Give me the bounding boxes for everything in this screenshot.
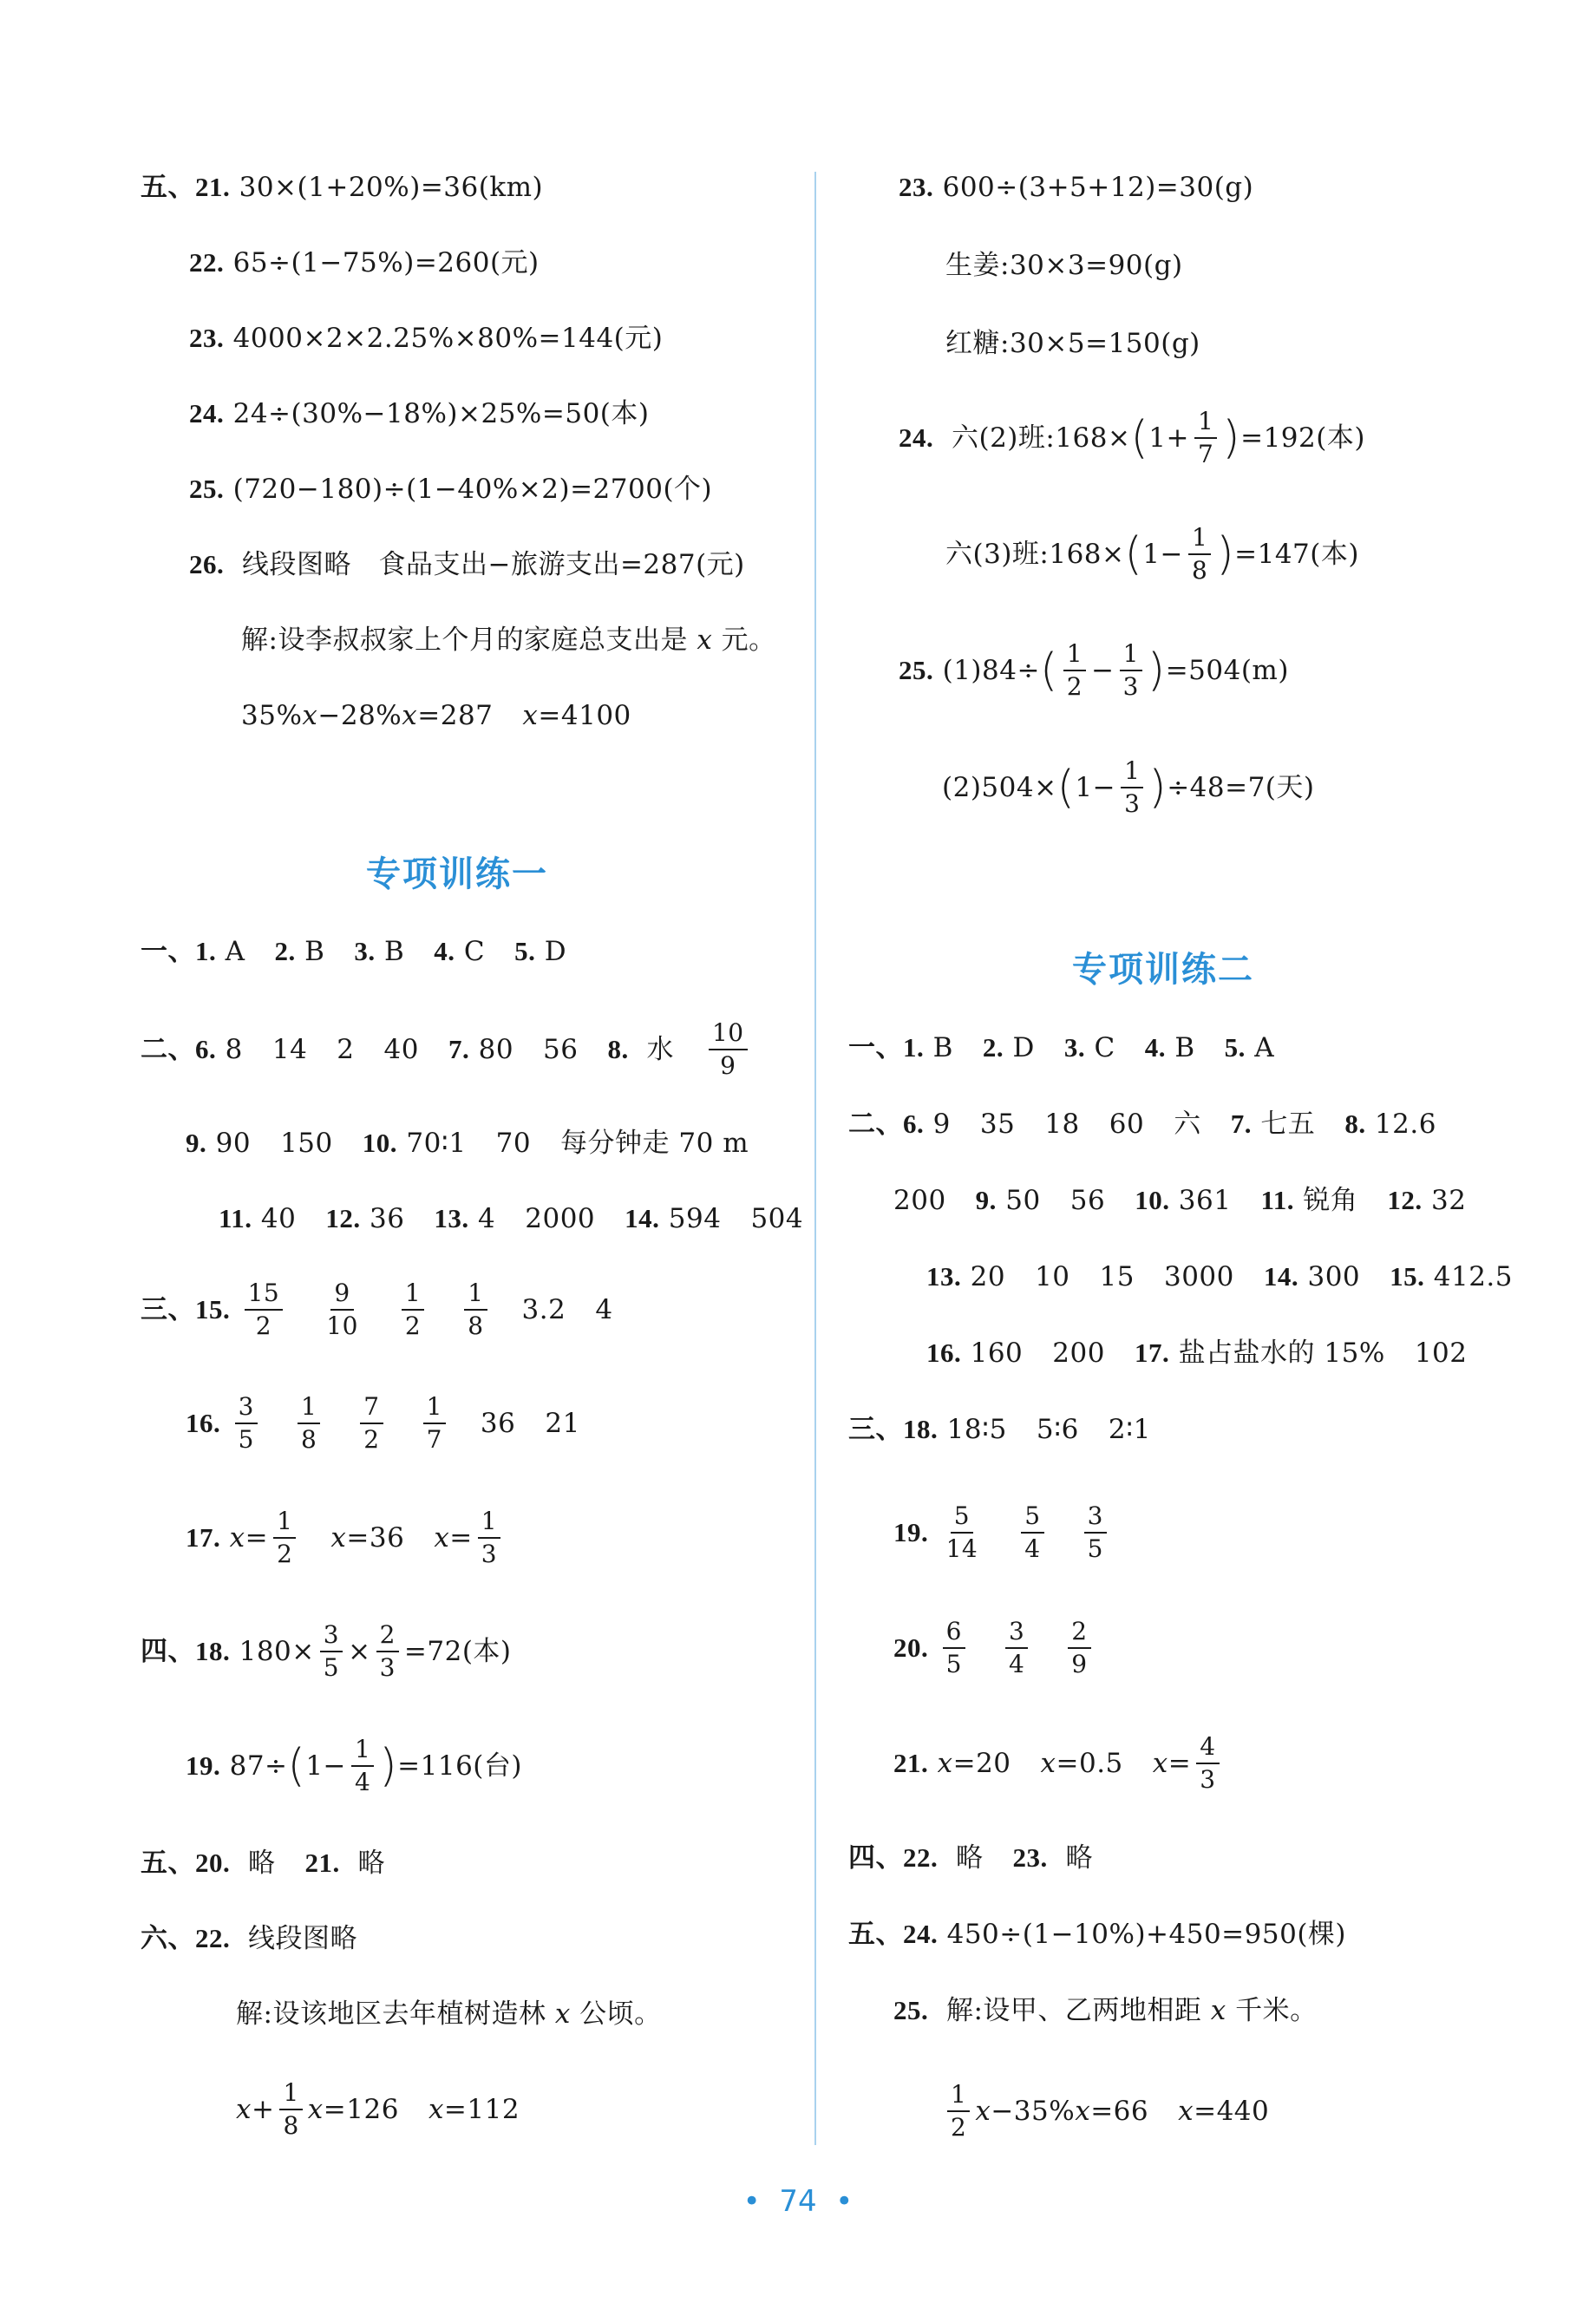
fraction: $\frac{10}{9}$	[709, 1017, 748, 1082]
fraction: $\frac{9}{10}$	[326, 1279, 358, 1340]
answer-line: 19. $\frac{5}{14}$ $\frac{5}{4}$ $\frac{3}{5}$	[893, 1498, 1112, 1567]
answer-line: 17. x = $\frac{1}{2}$ x =36 x = $\frac{1}{3}$	[186, 1503, 506, 1573]
answer-line: 一、1. A 2. B 3. B 4. C 5. D	[141, 936, 567, 967]
fraction: $\frac{1}{4}$	[351, 1734, 374, 1798]
answer-line: 11. 40 12. 36 13. 4 2000 14. 594 504	[219, 1203, 804, 1234]
answer-line: 26. 线段图略 食品支出−旅游支出=287(元)	[189, 549, 745, 580]
answer-line: 五、20. 略 21. 略	[141, 1848, 385, 1879]
answer-line: 200 9. 50 56 10. 361 11. 锐角 12. 32	[893, 1185, 1467, 1216]
page-number-value: 74	[779, 2184, 817, 2219]
fraction: $\frac{5}{14}$	[945, 1501, 978, 1563]
left-paren: (	[1039, 644, 1058, 697]
section-heading: 专项训练一	[366, 854, 548, 894]
answer-line: 13. 20 10 15 3000 14. 300 15. 412.5	[926, 1261, 1514, 1292]
answer-line: 六、22. 线段图略	[141, 1923, 357, 1954]
answer-line: 23. 600÷(3+5+12)=30(g)	[899, 172, 1254, 203]
right-paren: )	[1222, 412, 1241, 464]
fraction: $\frac{1}{8}$	[464, 1278, 487, 1342]
answer-line: (2)504× ( 1− $\frac{1}{3}$ ) ÷48=7(天)	[942, 756, 1315, 818]
answer-line: $\frac{1}{2}$ x −35% x =66 x =440	[942, 2077, 1269, 2146]
fraction: $\frac{7}{2}$	[360, 1391, 383, 1455]
fraction: $\frac{1}{7}$	[423, 1391, 446, 1455]
answer-line: 16. 160 200 17. 盐占盐水的 15% 102	[926, 1338, 1468, 1369]
fraction: $\frac{1}{8}$	[279, 2077, 302, 2142]
answer-line: 解:设该地区去年植树造林 x 公顷。	[236, 1998, 662, 2030]
answer-line: 25. 解:设甲、乙两地相距 x 千米。	[893, 1995, 1318, 2026]
fraction: $\frac{5}{4}$	[1021, 1501, 1043, 1565]
answer-line: 二、6. 9 35 18 60 六 7. 七五 8. 12.6	[848, 1109, 1436, 1140]
answer-line: 25. (720−180)÷(1−40%×2)=2700(个)	[189, 474, 713, 505]
dot-icon: •	[742, 2184, 761, 2219]
answer-line: 生姜:30×3=90(g)	[945, 250, 1183, 281]
answer-line: 一、1. B 2. D 3. C 4. B 5. A	[848, 1032, 1275, 1063]
fraction: $\frac{1}{3}$	[1121, 755, 1143, 820]
right-paren: )	[1216, 528, 1235, 580]
fraction: $\frac{1}{3}$	[478, 1506, 500, 1570]
answer-line: 35% x −28% x =287 x =4100	[241, 700, 631, 731]
answer-line: 红糖:30×5=150(g)	[945, 328, 1200, 359]
dot-icon: •	[835, 2184, 854, 2219]
answer-line: 23. 4000×2×2.25%×80%=144(元)	[189, 323, 664, 354]
answer-line: 四、18. 180× $\frac{3}{5}$ × $\frac{2}{3}$ =72(本)	[141, 1620, 512, 1682]
left-paren: (	[1130, 412, 1149, 464]
answer-line: 19. 87÷ ( 1− $\frac{1}{4}$ ) =116(台)	[186, 1735, 522, 1796]
fraction: $\frac{1}{2}$	[947, 2079, 970, 2143]
fraction: $\frac{6}{5}$	[943, 1616, 965, 1680]
answer-line: 25. (1)84÷ ( $\frac{1}{2}$ − $\frac{1}{3}$ ) =504(m)	[899, 639, 1289, 701]
fraction: $\frac{3}{5}$	[320, 1619, 343, 1684]
fraction: $\frac{1}{8}$	[298, 1391, 320, 1455]
right-paren: )	[1147, 644, 1166, 697]
answer-line: 五、24. 450÷(1−10%)+450=950(棵)	[848, 1919, 1347, 1950]
answer-line: x + $\frac{1}{8}$ x =126 x =112	[236, 2078, 520, 2140]
answer-line: 22. 65÷(1−75%)=260(元)	[189, 247, 540, 278]
fraction: $\frac{1}{2}$	[402, 1278, 424, 1342]
section-heading: 专项训练二	[1072, 950, 1254, 990]
answer-line: 三、15. $\frac{15}{2}$ $\frac{9}{10}$ $\frac{1}{2}$ $\frac{1}{8}$ 3.2 4	[141, 1279, 613, 1340]
answer-line: 解:设李叔叔家上个月的家庭总支出是 x 元。	[241, 625, 776, 656]
column-divider	[814, 172, 816, 2145]
right-paren: )	[1148, 762, 1168, 814]
fraction: $\frac{1}{7}$	[1194, 406, 1217, 470]
answer-line: 24. 六(2)班:168× ( 1+ $\frac{1}{7}$ ) =192(本)	[899, 407, 1365, 468]
left-paren: (	[1124, 528, 1143, 580]
right-paren: )	[379, 1740, 398, 1792]
fraction: $\frac{3}{5}$	[235, 1391, 258, 1455]
fraction: $\frac{2}{9}$	[1068, 1616, 1090, 1680]
answer-line: 五、21. 30×(1+20%)=36(km)	[141, 172, 544, 203]
fraction: $\frac{1}{3}$	[1120, 638, 1142, 703]
answer-line: 六(3)班:168× ( 1− $\frac{1}{8}$ ) =147(本)	[945, 523, 1359, 585]
fraction: $\frac{1}{2}$	[273, 1506, 296, 1570]
fraction: $\frac{3}{4}$	[1005, 1616, 1028, 1680]
fraction: $\frac{1}{2}$	[1063, 638, 1086, 703]
answer-line: 四、22. 略 23. 略	[848, 1842, 1093, 1874]
answer-line: 9. 90 150 10. 70∶1 70 每分钟走 70 m	[186, 1128, 749, 1159]
answer-line: 16. $\frac{3}{5}$ $\frac{1}{8}$ $\frac{7}{2}$ $\frac{1}{7}$ 36 21	[186, 1392, 580, 1454]
page-number	[0, 2184, 1596, 2219]
left-paren: (	[1056, 762, 1076, 814]
answer-line: 21. x =20 x =0.5 x = $\frac{4}{3}$	[893, 1729, 1225, 1798]
fraction: $\frac{15}{2}$	[245, 1278, 284, 1342]
fraction: $\frac{2}{3}$	[376, 1619, 399, 1684]
answer-line: 20. $\frac{6}{5}$ $\frac{3}{4}$ $\frac{2}{9}$	[893, 1613, 1096, 1683]
left-paren: (	[287, 1740, 306, 1792]
fraction: $\frac{4}{3}$	[1196, 1731, 1219, 1796]
fraction: $\frac{3}{5}$	[1084, 1501, 1107, 1565]
fraction: $\frac{1}{8}$	[1188, 522, 1211, 586]
answer-line: 24. 24÷(30%−18%)×25%=50(本)	[189, 398, 650, 429]
answer-line: 二、6. 8 14 2 40 7. 80 56 8. 水 $\frac{10}{9}$	[141, 1015, 753, 1084]
answer-line: 三、18. 18∶5 5∶6 2∶1	[848, 1414, 1151, 1445]
